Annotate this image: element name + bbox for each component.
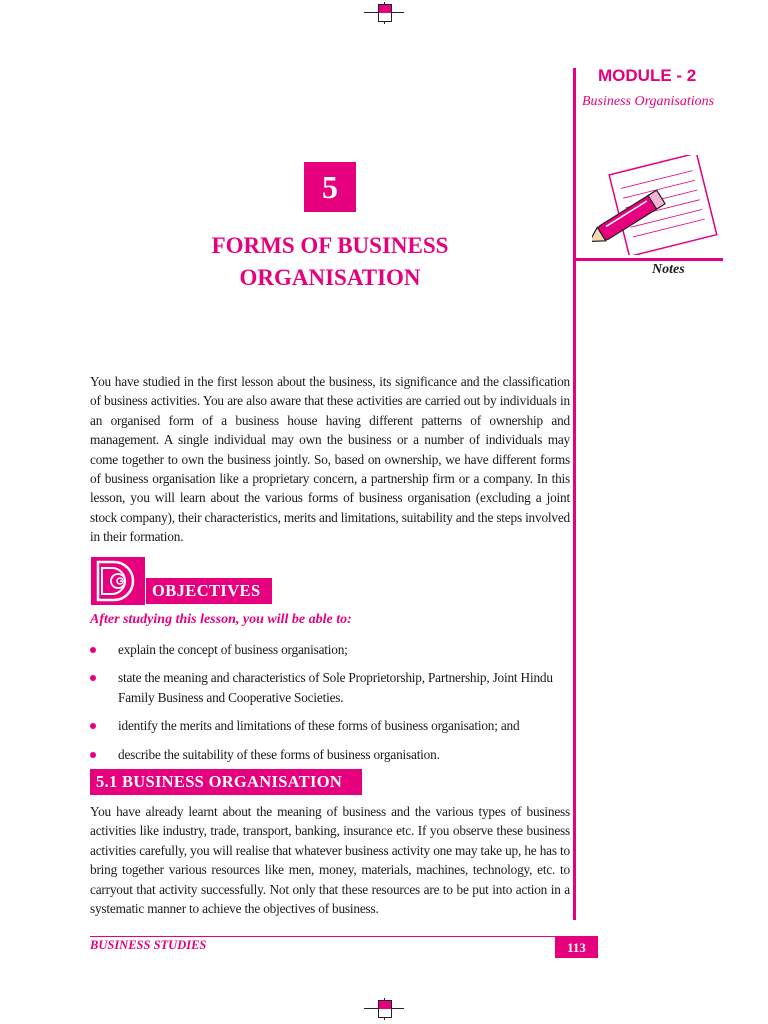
module-subtitle: Business Organisations — [582, 94, 715, 109]
bullet-icon — [90, 647, 96, 653]
module-label: MODULE - 2 — [598, 66, 697, 85]
list-item: identify the merits and limitations of these forms of business organisation; and — [90, 716, 570, 735]
notes-rule — [573, 258, 723, 261]
list-item: describe the suitability of these forms of business organisation. — [90, 745, 570, 764]
bullet-icon — [90, 752, 96, 758]
notes-label: Notes — [652, 262, 685, 277]
footer-label: BUSINESS STUDIES — [90, 938, 207, 952]
intro-paragraph: You have studied in the first lesson about the business, its significance and the classification of business activities. You are also aware that these activities are carried out by individuals in an organised form of a business house having different patterns of ownership and management. A single individual may own the business or a number of individuals may come together to own the business jointly. So, based on ownership, we have different forms of business organisation like a proprietary concern, a partnership firm or a company. In this lesson, you will learn about the various forms of business organisation (excluding a joint stock company), their characteristics, merits and limitations, suitability and the steps involved in their formation. — [90, 374, 570, 545]
chapter-title — [150, 230, 510, 294]
objectives-heading: OBJECTIVES — [146, 578, 272, 604]
section-paragraph: You have already learnt about the meaning of business and the various types of business activities like industry, trade, transport, banking, insurance etc. If you observe these business activities carefully, you will realise that whatever business activity one may take up, he has to bring together various resources like men, money, materials, machines, technology, etc. to carryout that activity successfully. Not only that these resources are to be put into action in a systematic manner to achieve the objectives of business. — [90, 804, 570, 917]
chapter-title-line1: FORMS OF BUSINESS — [211, 233, 449, 258]
objectives-list — [90, 640, 570, 773]
list-item: state the meaning and characteristics of Sole Proprietorship, Partnership, Joint Hindu Family Business and Cooperative Societies. — [90, 668, 570, 707]
bullet-icon — [90, 675, 96, 681]
objectives-target-icon — [90, 556, 146, 606]
margin-rule — [573, 68, 576, 920]
footer-rule — [90, 936, 598, 937]
notepad-pencil-icon — [592, 155, 722, 255]
registration-mark-top — [364, 2, 404, 24]
objectives-intro: After studying this lesson, you will be able to: — [90, 612, 352, 627]
chapter-number: 5 — [304, 162, 356, 212]
list-item: explain the concept of business organisation; — [90, 640, 570, 659]
registration-mark-bottom — [364, 998, 404, 1020]
chapter-title-line2: ORGANISATION — [239, 265, 421, 290]
bullet-icon — [90, 723, 96, 729]
section-heading: 5.1 BUSINESS ORGANISATION — [90, 769, 362, 795]
page-number: 113 — [555, 937, 598, 958]
